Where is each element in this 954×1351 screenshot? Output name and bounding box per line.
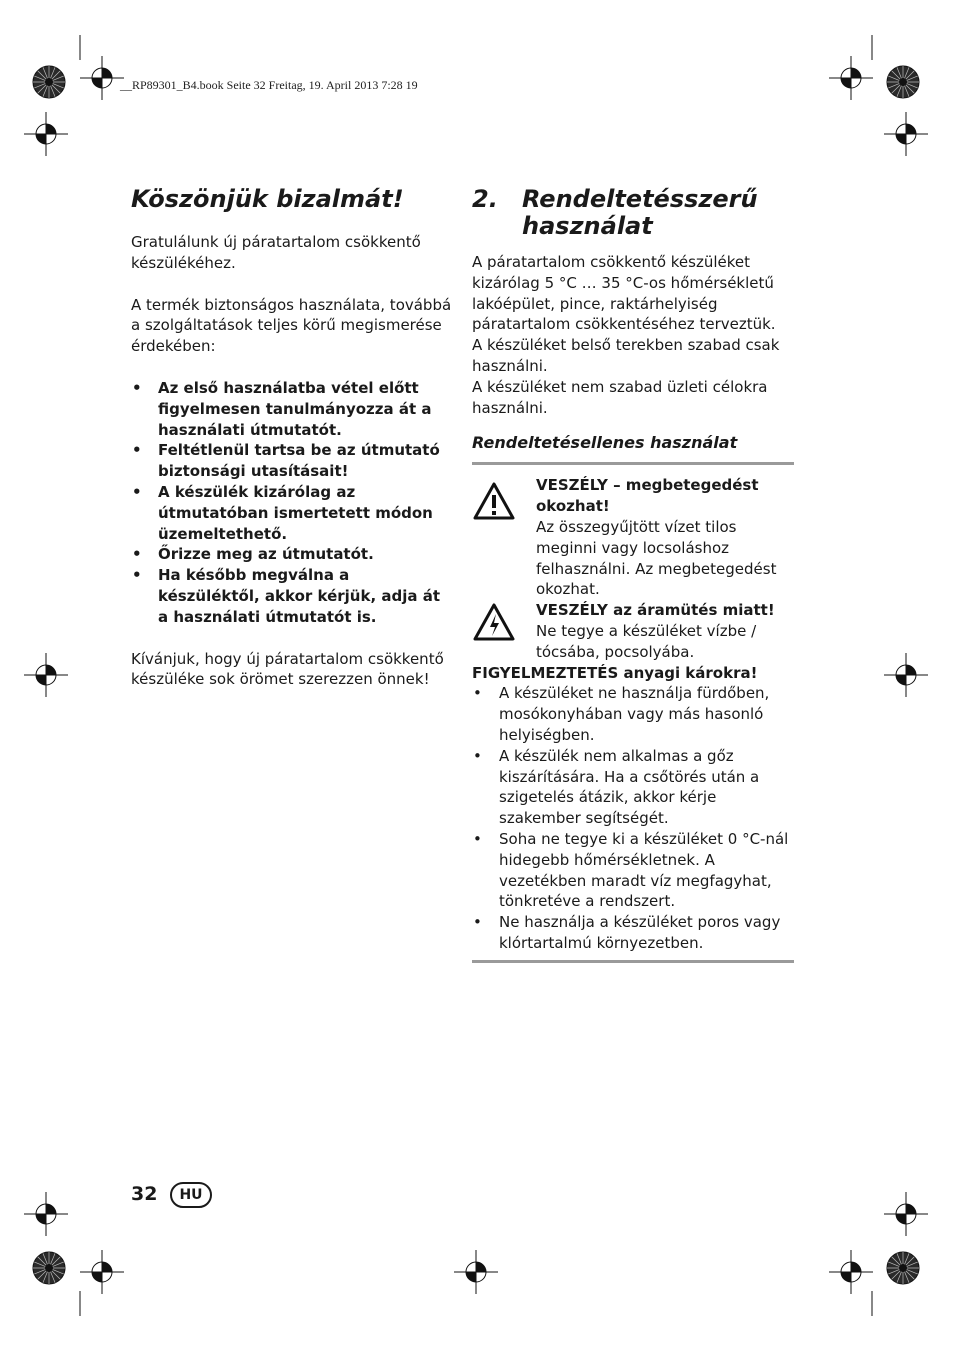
electric-hazard-icon [472, 600, 536, 662]
warning-title: VESZÉLY – megbetegedést okozhat! [536, 476, 759, 516]
list-item: • Feltétlenül tartsa be az útmutató biztonsági utasításait! [131, 440, 453, 482]
page-number: 32 [131, 1183, 158, 1205]
list-item: • Ha később megválna a készüléktől, akkor kérjük, adja át a használati útmutatót is. [131, 565, 453, 627]
subheading: Rendeltetésellenes használat [472, 433, 738, 453]
usage-paragraph-2: A készüléket belső terekben szabad csak használni. [472, 336, 780, 375]
warning-danger-electric [472, 600, 794, 662]
list-item: • Soha ne tegye ki a készüléket 0 °C-nál hidegebb hőmérsékletnek. A vezetékben maradt víz megfagyhat, tönkretéve a rendszert. [472, 829, 794, 912]
left-column [131, 186, 453, 690]
section-heading [472, 186, 794, 240]
intro-paragraph-2: A termék biztonságos használata, továbbá a szolgáltatások teljes körű megismerése érdekében: [131, 295, 452, 356]
list-item: • Őrizze meg az útmutatót. [131, 544, 453, 565]
list-item: • Ne használja a készüléket poros vagy klórtartalmú környezetben. [472, 912, 794, 954]
closing-paragraph: Kívánjuk, hogy új páratartalom csökkentő készüléke sok örömet szerezzen önnek! [131, 649, 444, 689]
section-number: 2. [472, 185, 498, 213]
caution-title: FIGYELMEZTETÉS anyagi károkra! [472, 663, 758, 682]
print-slug: __RP89301_B4.book Seite 32 Freitag, 19. April 2013 7:28 19 [120, 78, 418, 92]
warning-triangle-icon [472, 475, 536, 600]
instruction-list [131, 378, 453, 628]
warning-box [472, 462, 794, 962]
intro-paragraph-1: Gratulálunk új páratartalom csökkentő készülékéhez. [131, 233, 421, 272]
right-column [472, 186, 794, 963]
caution-list [472, 683, 794, 953]
list-item: • A készülék kizárólag az útmutatóban ismertetett módon üzemeltethető. [131, 482, 453, 544]
language-badge: HU [170, 1182, 212, 1208]
section-title: Rendeltetésszerű használat [522, 185, 758, 240]
list-item: • A készüléket ne használja fürdőben, mosókonyhában vagy más hasonló helyiségben. [472, 683, 794, 745]
warning-text: Ne tegye a készüléket vízbe / tócsába, pocsolyába. [536, 621, 757, 661]
warning-danger-health [472, 475, 794, 600]
list-item: • Az első használatba vétel előtt figyelmesen tanulmányozza át a használati útmutatót. [131, 378, 453, 440]
warning-text: Az összegyűjtött vízet tilos meginni vagy locsoláshoz felhasználni. Az megbetegedést okozhat. [536, 517, 777, 599]
page-title: Köszönjük bizalmát! [131, 185, 404, 213]
usage-paragraph-1: A páratartalom csökkentő készüléket kizárólag 5 °C … 35 °C-os hőmérsékletű lakóépület, pince, raktárhelyiség páratartalom csökkentéséhez terveztük. [472, 253, 776, 334]
list-item: • A készülék nem alkalmas a gőz kiszárítására. Ha a csőtörés után a szigetelés átázik, akkor kérje szakember segítségét. [472, 746, 794, 829]
warning-title: VESZÉLY az áramütés miatt! [536, 601, 775, 620]
usage-paragraph-3: A készüléket nem szabad üzleti célokra használni. [472, 377, 768, 417]
